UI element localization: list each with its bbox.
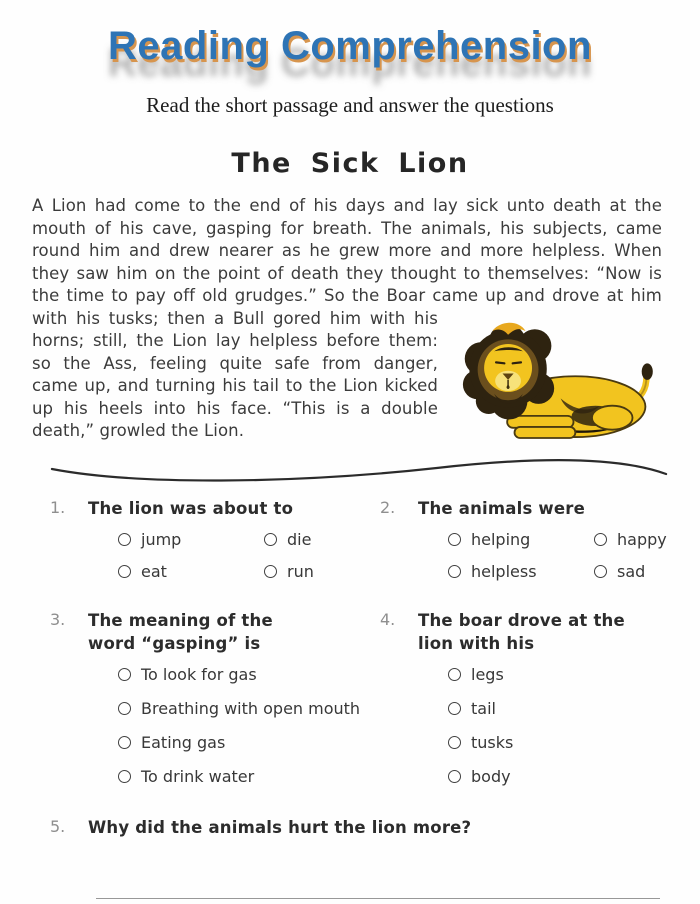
option-label: Breathing with open mouth — [141, 698, 361, 718]
option-happy[interactable] — [594, 530, 670, 549]
question-3-head — [50, 609, 366, 655]
option-label: eat — [141, 561, 167, 581]
question-1-head — [50, 497, 366, 520]
option-breathing-with-open-mouth[interactable] — [118, 699, 366, 718]
option-label: helping — [471, 529, 531, 549]
question-5-answer-area — [96, 851, 660, 904]
question-1-text: The lion was about to — [88, 498, 294, 518]
passage-text-part2: him with his tusks; then a Bull gored him with his horns; still, the Lion lay helpless before them: so the Ass, feeling quite safe from danger, came up, and turning his tail to the Lion kicked up his heels into his face. “This is a double death,” growled the Lion. — [32, 286, 662, 440]
question-2-head — [380, 497, 670, 520]
question-2-options — [448, 530, 670, 581]
option-label: tusks — [471, 732, 514, 752]
question-3-options — [118, 665, 366, 786]
option-to-drink-water[interactable] — [118, 767, 366, 786]
option-helping[interactable] — [448, 530, 594, 549]
radio-icon[interactable] — [264, 565, 277, 578]
radio-icon[interactable] — [594, 533, 607, 546]
question-1 — [50, 497, 366, 581]
option-to-look-for-gas[interactable] — [118, 665, 366, 684]
question-4 — [380, 609, 670, 786]
page-subtitle: Read the short passage and answer the questions — [146, 93, 554, 117]
option-legs[interactable] — [448, 665, 670, 684]
lion-illustration — [450, 310, 662, 448]
option-label: Eating gas — [141, 732, 226, 752]
question-4-text: The boar drove at the lion with his — [418, 610, 625, 653]
question-2 — [380, 497, 670, 581]
option-label: run — [287, 561, 314, 581]
radio-icon[interactable] — [118, 702, 131, 715]
question-3-text: The meaning of the word “gasping” is — [88, 610, 273, 653]
question-5-head — [50, 816, 670, 839]
question-5-text: Why did the animals hurt the lion more? — [88, 817, 472, 837]
option-jump[interactable] — [118, 530, 264, 549]
passage-text-part1: A Lion had come to the end of his days and lay sick unto death at the mouth of his cave, gasping for breath. The animals, his subjects, came round him and drew nearer as he grew more and more helpless. When they saw him on the point of death they thought to themselves: “Now is the time to pay off old grudges.” So the Boar came up and drove at — [32, 196, 662, 305]
option-label: happy — [617, 529, 667, 549]
radio-icon[interactable] — [118, 565, 131, 578]
answer-line-2[interactable] — [96, 899, 660, 904]
option-run[interactable] — [264, 562, 366, 581]
question-5-number: 5. — [50, 816, 66, 836]
question-1-options — [118, 530, 366, 581]
radio-icon[interactable] — [118, 770, 131, 783]
option-tail[interactable] — [448, 699, 670, 718]
option-label: helpless — [471, 561, 537, 581]
option-label: jump — [141, 529, 182, 549]
radio-icon[interactable] — [264, 533, 277, 546]
option-body[interactable] — [448, 767, 670, 786]
option-sad[interactable] — [594, 562, 670, 581]
option-label: sad — [617, 561, 646, 581]
option-tusks[interactable] — [448, 733, 670, 752]
radio-icon[interactable] — [118, 736, 131, 749]
option-label: tail — [471, 698, 496, 718]
option-label: legs — [471, 664, 504, 684]
reclining-lion-icon — [450, 310, 662, 448]
question-2-text: The animals were — [418, 498, 585, 518]
wavy-divider — [48, 453, 670, 487]
question-5 — [50, 816, 670, 904]
question-2-number: 2. — [380, 497, 396, 517]
radio-icon[interactable] — [448, 702, 461, 715]
option-label: die — [287, 529, 312, 549]
option-eat[interactable] — [118, 562, 264, 581]
question-4-number: 4. — [380, 609, 396, 629]
question-4-options — [448, 665, 670, 786]
radio-icon[interactable] — [448, 668, 461, 681]
radio-icon[interactable] — [448, 736, 461, 749]
question-3-number: 3. — [50, 609, 66, 629]
radio-icon[interactable] — [448, 533, 461, 546]
radio-icon[interactable] — [448, 770, 461, 783]
answer-line-1[interactable] — [96, 851, 660, 899]
option-label: body — [471, 766, 511, 786]
page-title: Reading Comprehension — [108, 24, 592, 68]
option-die[interactable] — [264, 530, 366, 549]
radio-icon[interactable] — [118, 668, 131, 681]
question-3 — [50, 609, 366, 786]
radio-icon[interactable] — [448, 565, 461, 578]
option-eating-gas[interactable] — [118, 733, 366, 752]
passage — [32, 195, 662, 443]
questions-grid — [50, 497, 670, 786]
option-helpless[interactable] — [448, 562, 594, 581]
radio-icon[interactable] — [594, 565, 607, 578]
option-label: To drink water — [141, 766, 255, 786]
option-label: To look for gas — [141, 664, 257, 684]
question-4-head — [380, 609, 670, 655]
passage-heading: The Sick Lion — [231, 148, 469, 179]
radio-icon[interactable] — [118, 533, 131, 546]
question-1-number: 1. — [50, 497, 66, 517]
